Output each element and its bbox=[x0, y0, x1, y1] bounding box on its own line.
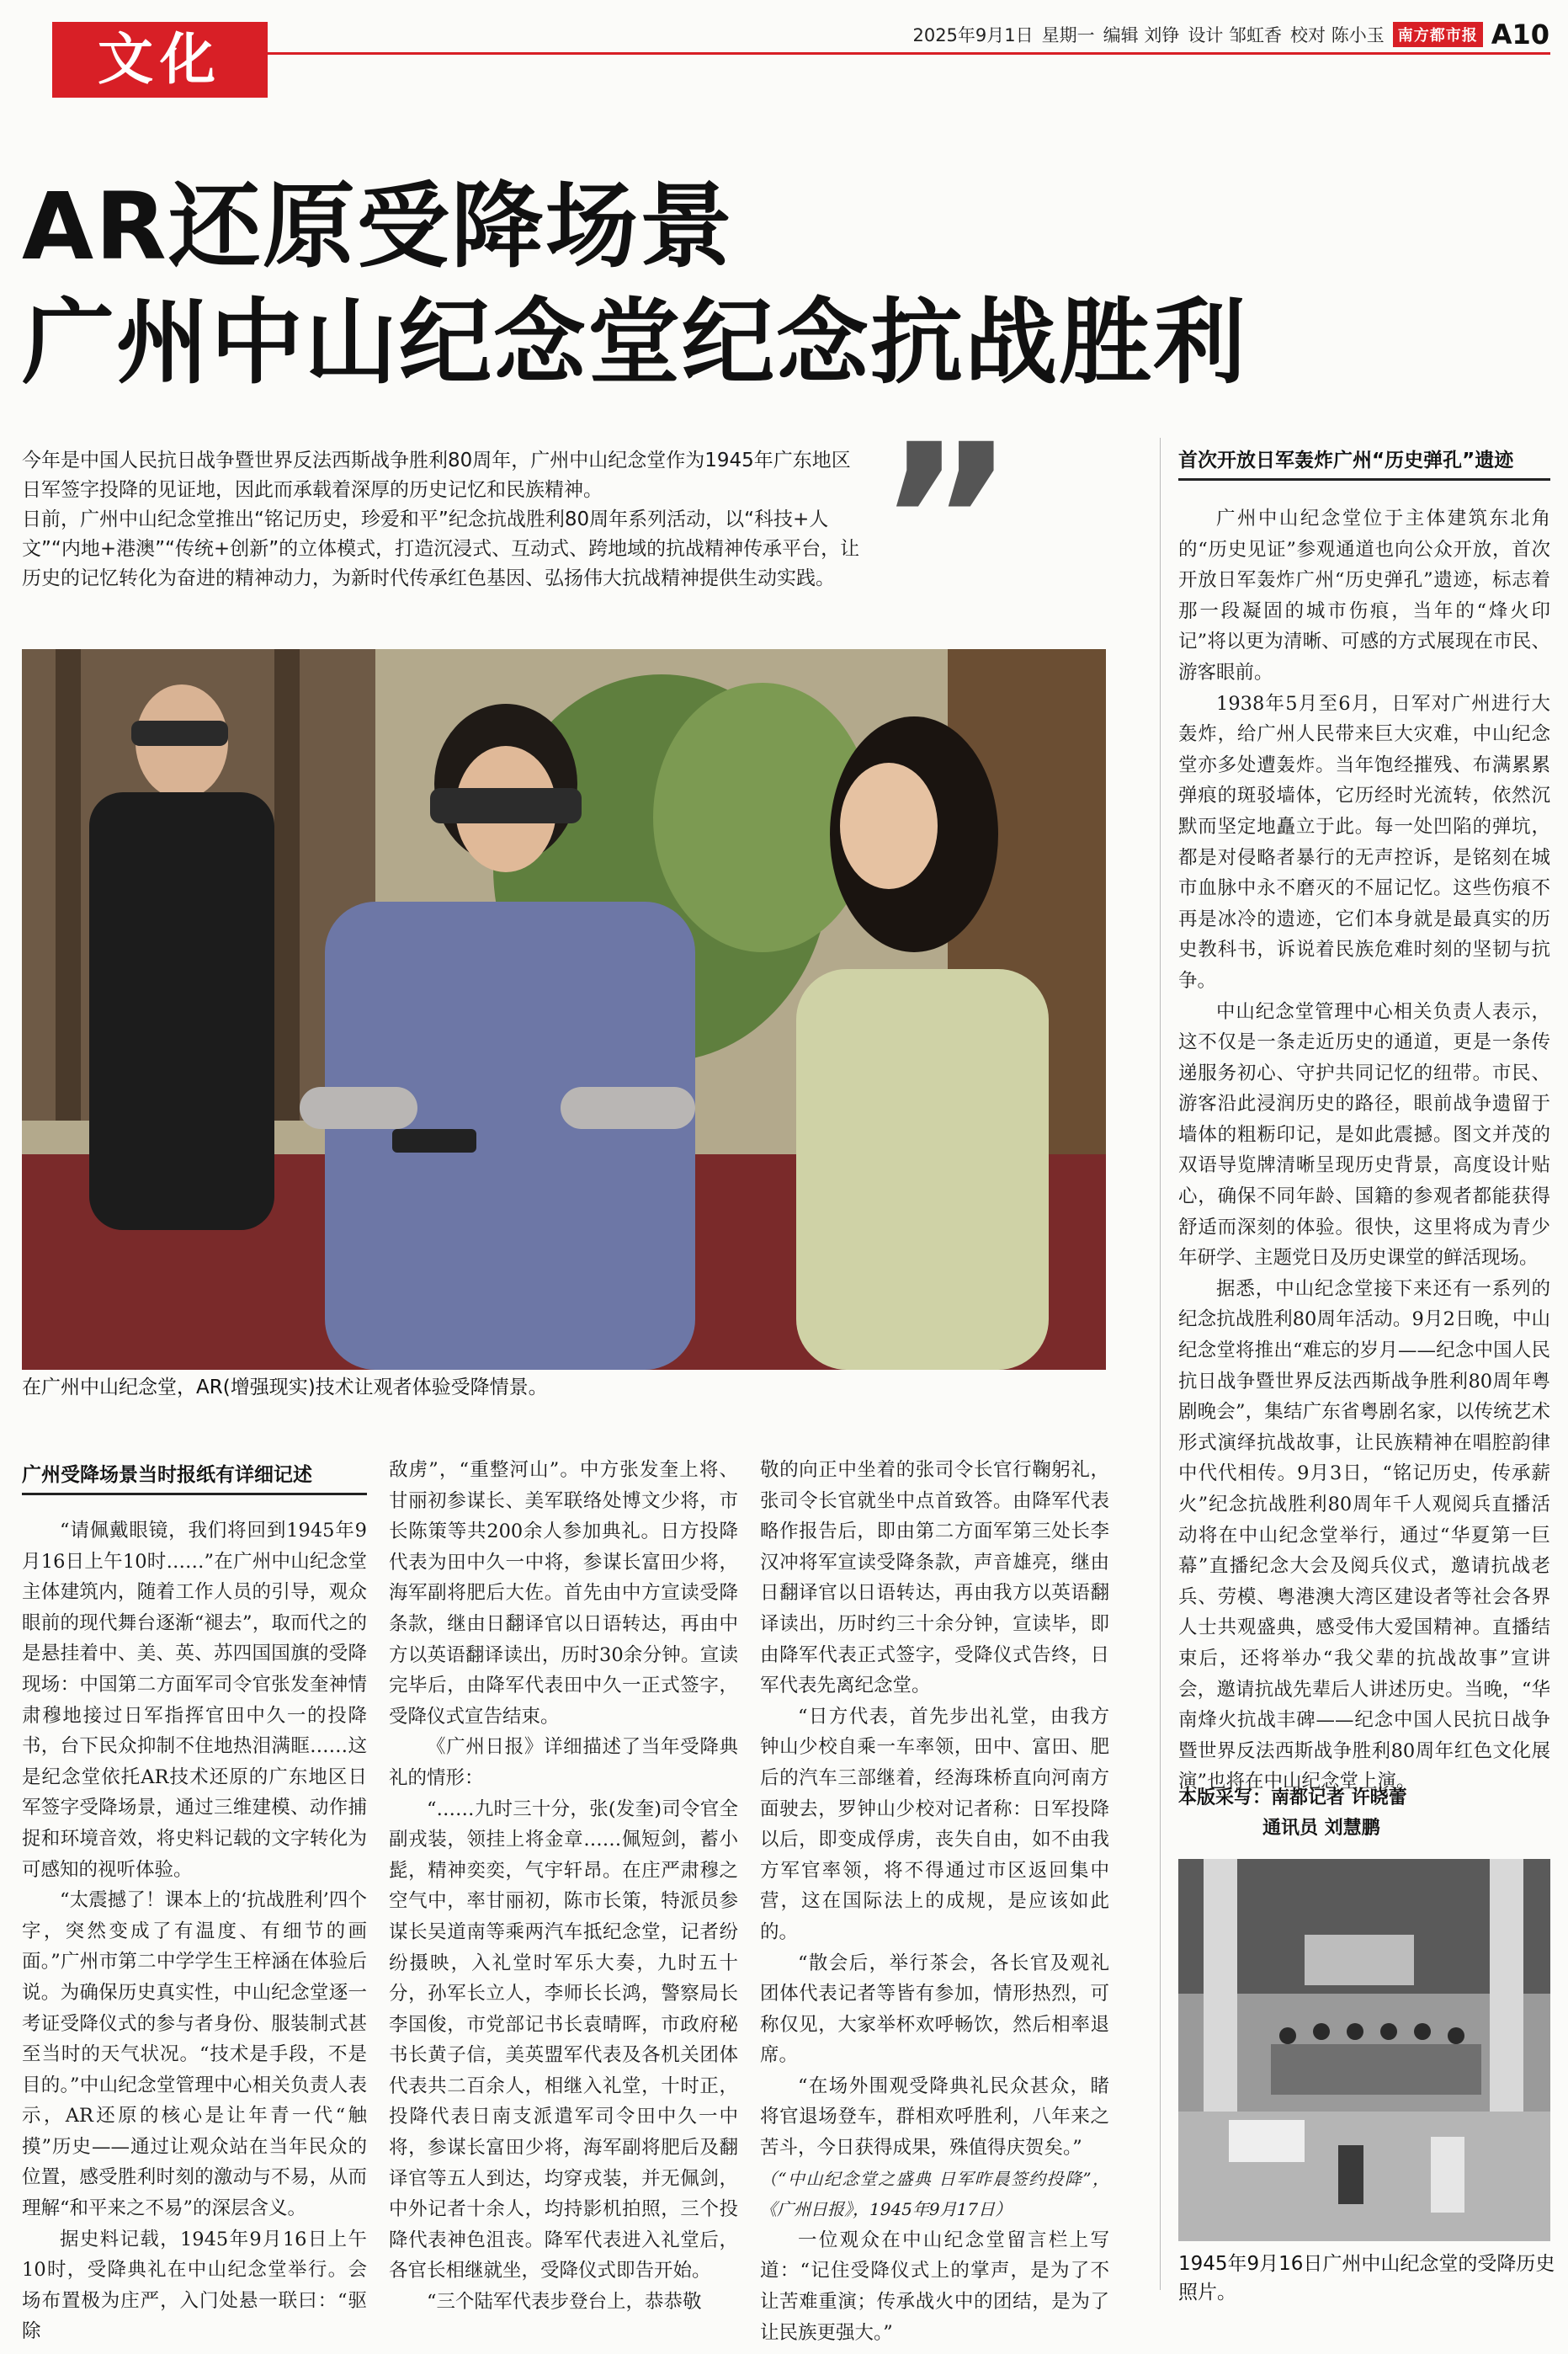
ar-experience-photo bbox=[22, 649, 1106, 1370]
col2-paragraph: “……九时三十分，张(发奎)司令官全副戎装，领挂上将金章……佩短剑，蓄小髭，精神奕奕，气宇轩昂。在庄严肃穆之空气中，率甘丽初，陈市长策，特派员参谋长吴道南等乘两汽车抵纪念堂，记者纷纷摄映，入礼堂时军乐大奏，九时五十分，孙军长立人，李师长长鸿，警察局长李国俊，市党部记书长袁晴晖，市政府秘书长黄子信，美英盟军代表及各机关团体代表共二百余人，相继入礼堂，十时正，投降代表日南支派遣军司令田中久一中将，参谋长富田少将，海军副将肥后及翻译官等五人到达，均穿戎装，并无佩剑，中外记者十余人，均持影机拍照，三个投降代表神色沮丧。降军代表进入礼堂后，各官长相继就坐，受降仪式即告开始。 bbox=[389, 1797, 738, 2282]
article-column-3 bbox=[760, 1455, 1109, 2348]
section2-heading-rule bbox=[1178, 478, 1550, 481]
section1-header bbox=[22, 1461, 367, 1495]
byline-reporter: 本版采写：南都记者 许晓蕾 bbox=[1178, 1787, 1407, 1808]
section2-paragraph: 1938年5月至6月，日军对广州进行大轰炸，给广州人民带来巨大灾难，中山纪念堂亦多处遭轰炸。当年饱经摧残、布满累累弹痕的斑驳墙体，它历经时光流转，依然沉默而坚定地矗立于此。每一处凹陷的弹坑，都是对侵略者暴行的无声控诉，是铭刻在城市血脉中永不磨灭的不屈记忆。这些伤痕不再是冰冷的遗迹，它们本身就是最真实的历史教科书，诉说着民族危难时刻的坚韧与抗争。 bbox=[1178, 692, 1550, 992]
page-number: A10 bbox=[1491, 19, 1549, 51]
editor-credit: 编辑 刘铮 bbox=[1103, 25, 1180, 45]
col1-paragraph: “请佩戴眼镜，我们将回到1945年9月16日上午10时……”在广州中山纪念堂主体建筑内，随着工作人员的引导，观众眼前的现代舞台逐渐“褪去”，取而代之的是悬挂着中、美、英、苏四国国旗的受降现场：中国第二方面军司令官张发奎神情肃穆地接过日军指挥官田中久一的投降书，台下民众抑制不住地热泪满眶……这是纪念堂依托AR技术还原的广东地区日军签字受降场景，通过三维建模、动作捕捉和环境音效，将史料记载的文字转化为可感知的视听体验。 bbox=[22, 1520, 367, 1881]
byline-correspondent: 通讯员 刘慧鹏 bbox=[1262, 1818, 1380, 1839]
proofreader-credit: 校对 陈小玉 bbox=[1290, 25, 1385, 45]
right-column-article bbox=[1178, 503, 1550, 1797]
section2-heading: 首次开放日军轰炸广州“历史弹孔”遗迹 bbox=[1178, 450, 1514, 471]
col3-paragraph: 一位观众在中山纪念堂留言栏上写道：“记住受降仪式上的掌声，是为了不让苦难重演；传承战火中的团结，是为了让民族更强大。” bbox=[760, 2229, 1109, 2344]
col3-paragraph: “在场外围观受降典礼民众甚众，睹将官退场登车，群相欢呼胜利，八年来之苦斗，今日获得成果，殊值得庆贺矣。” bbox=[760, 2074, 1109, 2160]
section2-paragraph: 广州中山纪念堂位于主体建筑东北角的“历史见证”参观通道也向公众开放，首次开放日军轰炸广州“历史弹孔”遗迹，标志着那一段凝固的城市伤痕，当年的“烽火印记”将以更为清晰、可感的方式展现在市民、游客眼前。 bbox=[1178, 508, 1550, 684]
section1-heading-rule bbox=[22, 1493, 367, 1495]
headline-line1: AR还原受降场景 bbox=[22, 173, 734, 280]
col3-paragraph: “日方代表，首先步出礼堂，由我方钟山少校自乘一车率领，田中、富田、肥后的汽车三部继着，经海珠桥直向河南方面驶去，罗钟山少校对记者称：日军投降以后，即变成俘虏，丧失自由，如不由我方军官率领，将不得通过市区返回集中营，这在国际法上的成规，是应该如此的。 bbox=[760, 1705, 1109, 1943]
section2-paragraph: 据悉，中山纪念堂接下来还有一系列的纪念抗战胜利80周年活动。9月2日晚，中山纪念堂将推出“难忘的岁月——纪念中国人民抗日战争暨世界反法西斯战争胜利80周年粤剧晚会”，集结广东省粤剧名家，以传统艺术形式演绎抗战故事，让民族精神在唱腔韵律中代代相传。9月3日，“铭记历史，传承薪火”纪念抗战胜利80周年千人观阅兵直播活动将在中山纪念堂举行，通过“华夏第一巨幕”直播纪念大会及阅兵仪式，邀请抗战老兵、劳模、粤港澳大湾区建设者等社会各界人士共观盛典，感受伟大爱国精神。直播结束后，还将举办“我父辈的抗战故事”宣讲会，邀请抗战先辈后人讲述历史。当晚，“华南烽火抗战丰碑——纪念中国人民抗日战争暨世界反法西斯战争胜利80周年红色文化展演”也将在中山纪念堂上演。 bbox=[1178, 1277, 1550, 1793]
lead-p1: 今年是中国人民抗日战争暨世界反法西斯战争胜利80周年，广州中山纪念堂作为1945年广东地区日军签字投降的见证地，因此而承载着深厚的历史记忆和民族精神。 bbox=[22, 450, 851, 501]
headline-line2: 广州中山纪念堂纪念抗战胜利 bbox=[22, 289, 1247, 397]
designer-credit: 设计 邹虹香 bbox=[1188, 25, 1283, 45]
historical-photo-illustration bbox=[1178, 1859, 1550, 2241]
col3-paragraph: “散会后，举行茶会，各长官及观礼团体代表记者等皆有参加，情形热烈，可称仅见，大家举杯欢呼畅饮，然后相率退席。 bbox=[760, 1952, 1109, 2067]
photo2-caption: 1945年9月16日广州中山纪念堂的受降历史照片。 bbox=[1178, 2253, 1555, 2303]
issue-date: 2025年9月1日 bbox=[912, 25, 1034, 45]
col2-paragraph: 《广州日报》详细描述了当年受降典礼的情形： bbox=[389, 1736, 738, 1789]
section2-header bbox=[1178, 446, 1550, 481]
header-rule bbox=[52, 52, 1550, 55]
section1-heading: 广州受降场景当时报纸有详细记述 bbox=[22, 1464, 312, 1486]
col3-paragraph: 敬的向正中坐着的张司令长官行鞠躬礼，张司令长官就坐中点首致答。由降军代表略作报告后，即由第二方面军第三处长李汉冲将军宣读受降条款，声音雄亮，继由日翻译官以日语转达，再由我方以英语翻译读出，历时约三十余分钟，宣读毕，即由降军代表正式签字，受降仪式告终，日军代表先离纪念堂。 bbox=[760, 1459, 1109, 1697]
masthead-info bbox=[912, 19, 1549, 51]
quote-mark-icon: ” bbox=[877, 399, 1016, 644]
lead-p2: 日前，广州中山纪念堂推出“铭记历史，珍爱和平”纪念抗战胜利80周年系列活动，以“科技+人文”“内地+港澳”“传统+创新”的立体模式，打造沉浸式、互动式、跨地域的抗战精神传承平台，让历史的记忆转化为奋进的精神动力，为新时代传承红色基因、弘扬伟大抗战精神提供生动实践。 bbox=[22, 509, 860, 589]
issue-weekday: 星期一 bbox=[1041, 25, 1095, 45]
column-divider bbox=[1160, 438, 1161, 2290]
col1-paragraph: 据史料记载，1945年9月16日上午10时，受降典礼在中山纪念堂举行。会场布置极为庄严，入门处悬一联曰：“驱除 bbox=[22, 2228, 367, 2343]
col2-paragraph: 敌虏”，“重整河山”。中方张发奎上将、甘丽初参谋长、美军联络处博文少将，市长陈策等共200余人参加典礼。日方投降代表为田中久一中将，参谋长富田少将，海军副将肥后大佐。首先由中方宣读受降条款，继由日翻译官以日语转达，再由中方以英语翻译读出，历时30余分钟。宣读完毕后，由降军代表田中久一正式签字，受降仪式宣告结束。 bbox=[389, 1459, 738, 1728]
section-tag: 文化 bbox=[52, 22, 268, 98]
ar-photo-illustration bbox=[22, 649, 1106, 1370]
col2-paragraph: “三个陆军代表步登台上，恭恭敬 bbox=[427, 2291, 702, 2314]
col3-citation: （“中山纪念堂之盛典 日军昨晨签约投降”，《广州日报》，1945年9月17日） bbox=[760, 2168, 1109, 2220]
article-column-1 bbox=[22, 1515, 367, 2347]
section2-paragraph: 中山纪念堂管理中心相关负责人表示，这不仅是一条走近历史的通道，更是一条传递服务初心、守护共同记忆的纽带。市民、游客沿此浸润历史的路径，眼前战争遗留于墙体的粗粝印记，是如此震撼。图文并茂的双语导览牌清晰呈现历史背景，高度设计贴心，确保不同年龄、国籍的参观者都能获得舒适而深刻的体验。很快，这里将成为青少年研学、主题党日及历史课堂的鲜活现场。 bbox=[1178, 1000, 1550, 1270]
lead-paragraph bbox=[22, 446, 864, 594]
headline bbox=[22, 168, 1247, 401]
paper-logo: 南方都市报 bbox=[1393, 22, 1483, 47]
historical-surrender-photo bbox=[1178, 1859, 1550, 2241]
article-column-2 bbox=[389, 1455, 738, 2318]
col1-paragraph: “太震撼了！课本上的‘抗战胜利’四个字，突然变成了有温度、有细节的画面。”广州市第二中学学生王梓涵在体验后说。为确保历史真实性，中山纪念堂逐一考证受降仪式的参与者身份、服装制式甚至当时的天气状况。“技术是手段，不是目的。”中山纪念堂管理中心相关负责人表示，AR还原的核心是让年青一代“触摸”历史——通过让观众站在当年民众的位置，感受胜利时刻的激动与不易，从而理解“和平来之不易”的深层含义。 bbox=[22, 1889, 367, 2220]
photo1-caption: 在广州中山纪念堂，AR(增强现实)技术让观者体验受降情景。 bbox=[22, 1377, 548, 1398]
